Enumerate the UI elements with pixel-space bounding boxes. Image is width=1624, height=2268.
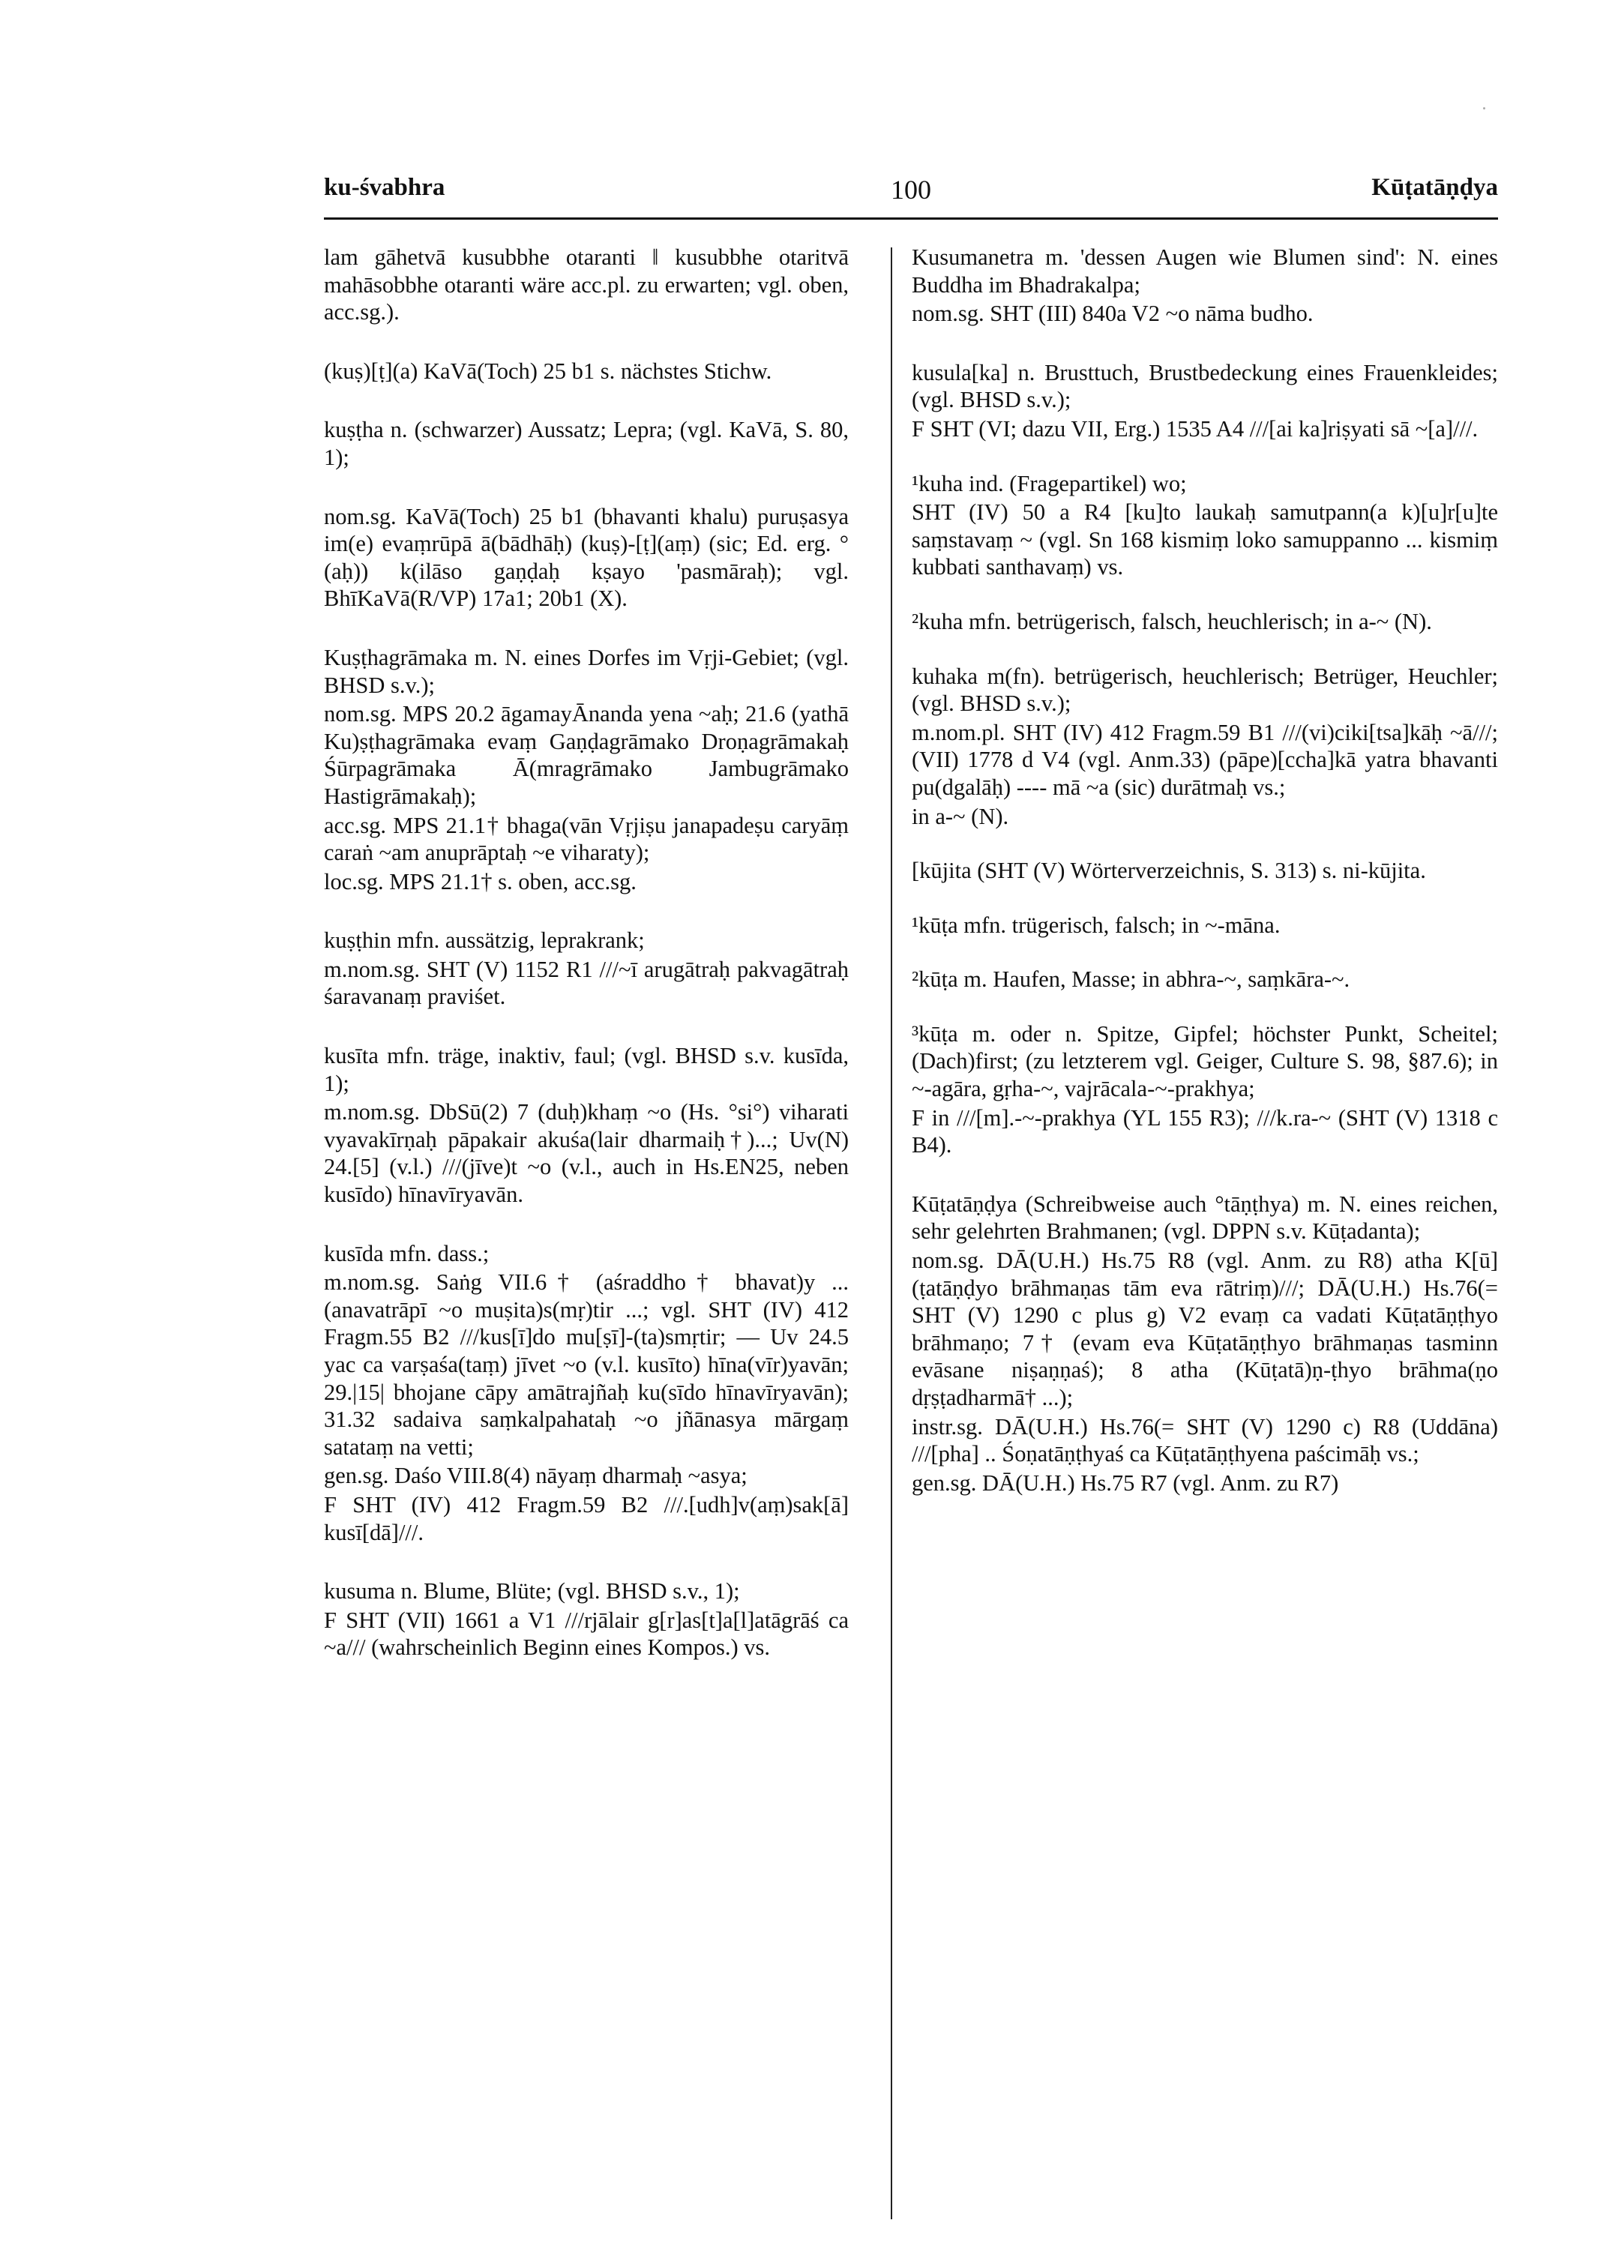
entry-headword: ¹kuha ind. (Fragepartikel) wo; (912, 470, 1187, 496)
entry-text: m.nom.sg. Saṅg VII.6† (aśraddho† bhavat)y ... (anavatrāpī ~o muṣita)s(mṛ)tir ...; vgl. SHT (IV) 412 Fragm.55 B2 ///kus[ī]do mu[ṣī]-(ta)smṛtir; — Uv 24.5 yac ca varṣaśa(taṃ) jīvet ~o (v.l. kusīto) hīna(vīr)yavān; 29.|15| bhojane cāpy amātrajñaḥ ku(sīdo hīnavīryavān); 31.32 sadaiva saṃkalpahataḥ ~o jñānasya mārgaṃ satataṃ na vetti; (324, 1269, 849, 1460)
right-column (912, 244, 1498, 1523)
entry-text: instr.sg. DĀ(U.H.) Hs.76(= SHT (V) 1290 c) R8 (Uddāna) ///[pha] .. Śoṇatāṇṭhyaś ca Kūṭatāṇṭhyena paścimāḥ vs.; (912, 1413, 1498, 1467)
entry-headword: ²kūṭa m. Haufen, Masse; in abhra-~, saṃkāra-~. (912, 966, 1350, 993)
entry-headword: kuṣṭha n. (schwarzer) Aussatz; Lepra; (vgl. KaVā, S. 80, 1); (324, 417, 849, 470)
entry-headword: ¹kūṭa mfn. trügerisch, falsch; in ~-māna. (912, 912, 1281, 938)
entry-text: F SHT (VI; dazu VII, Erg.) 1535 A4 ///[ai ka]riṣyati sā ~[a]///. (912, 415, 1479, 442)
entry-text: lam gāhetvā kusubbhe otaranti ‖ kusubbhe otaritvā mahāsobbhe otaranti wäre acc.pl. zu erwarten; vgl. oben, acc.sg.). (324, 244, 849, 325)
entry-headword: kusīta mfn. träge, inaktiv, faul; (vgl. BHSD s.v. kusīda, 1); (324, 1043, 849, 1096)
entry-headword: kusula[ka] n. Brusttuch, Brustbedeckung eines Frauenkleides; (vgl. BHSD s.v.); (912, 359, 1498, 413)
page-number: 100 (891, 175, 931, 205)
entry-headword: Kūṭatāṇḍya (Schreibweise auch °tāṇṭhya) m. N. eines reichen, sehr gelehrten Brahmanen; (vgl. DPPN s.v. Kūṭadanta); (912, 1191, 1498, 1245)
header-left-catchword: ku-śvabhra (324, 174, 445, 201)
entry-text: nom.sg. SHT (III) 840a V2 ~o nāma budho. (912, 301, 1314, 327)
entry-headword: ³kūṭa m. oder n. Spitze, Gipfel; höchster Punkt, Scheitel; (Dach)first; (zu letzterem vgl. Geiger, Culture S. 98, §87.6); in ~-agāra, gṛha-~, vajrācala-~-prakhya; (912, 1020, 1498, 1102)
entry-text: F SHT (VII) 1661 a V1 ///rjālair g[r]as[t]a[l]atāgrāś ca ~a/// (wahrscheinlich Beginn eines Kompos.) vs. (324, 1607, 849, 1661)
entry-text: loc.sg. MPS 21.1† s. oben, acc.sg. (324, 868, 637, 894)
entry-headword: kusīda mfn. dass.; (324, 1240, 490, 1266)
entry-headword: [kūjita (SHT (V) Wörterverzeichnis, S. 313) s. ni-kūjita. (912, 858, 1426, 884)
entry-text: (kuṣ)[ṭ](a) KaVā(Toch) 25 b1 s. nächstes Stichw. (324, 358, 772, 384)
entry-text: gen.sg. DĀ(U.H.) Hs.75 R7 (vgl. Anm. zu R7) (912, 1470, 1339, 1496)
entry-text: nom.sg. DĀ(U.H.) Hs.75 R8 (vgl. Anm. zu R8) atha K[ū](ṭatāṇḍyo brāhmaṇas tām eva rātriṃ)///; DĀ(U.H.) Hs.76(= SHT (V) 1290 c plus g) V2 evaṃ ca vadati Kūṭatāṇṭhyo brāhmaṇo; 7† (evam eva Kūṭatāṇṭhyo brāhmaṇas tasminn evāsane niṣaṇṇaś); 8 atha (Kūṭatā)ṇ-ṭhyo brāhma(ṇo dṛṣṭadharmā† ...); (912, 1248, 1498, 1410)
entry-text: m.nom.pl. SHT (IV) 412 Fragm.59 B1 ///(vi)ciki[tsa]kāḥ ~ā///; (VII) 1778 d V4 (vgl. Anm.33) (pāpe)[ccha]kā yatra bhavanti pu(dgalāḥ) ---- mā ~a (sic) durātmaḥ vs.; (912, 719, 1498, 800)
entry-headword: kuhaka m(fn). betrügerisch, heuchlerisch; Betrüger, Heuchler; (vgl. BHSD s.v.); (912, 663, 1498, 717)
entry-headword: Kusumanetra m. 'dessen Augen wie Blumen sind': N. eines Buddha im Bhadrakalpa; (912, 244, 1498, 298)
entry-text: SHT (IV) 50 a R4 [ku]to laukaḥ samutpann(a k)[u]r[u]te saṃstavaṃ ~ (vgl. Sn 168 kismiṃ loko samuppanno ... kismiṃ kubbati santhavaṃ) vs. (912, 499, 1498, 580)
header-right-catchword: Kūṭatāṇḍya (1371, 174, 1498, 201)
entry-headword: kuṣṭhin mfn. aussätzig, leprakrank; (324, 927, 645, 954)
entry-text: F SHT (IV) 412 Fragm.59 B2 ///.[udh]v(aṃ)sak[ā] kusī[dā]///. (324, 1491, 849, 1545)
header-rule (324, 217, 1498, 220)
entry-text: in a-~ (N). (912, 803, 1009, 829)
entry-text: m.nom.sg. SHT (V) 1152 R1 ///~ī arugātraḥ pakvagātraḥ śaravanaṃ praviśet. (324, 956, 849, 1010)
column-divider (891, 247, 892, 2219)
scan-speck (1483, 107, 1485, 109)
entry-text: m.nom.sg. DbSū(2) 7 (duḥ)khaṃ ~o (Hs. °si°) viharati vyavakīrṇaḥ pāpakair akuśa(lair dharmaiḥ†)...; Uv(N) 24.[5] (v.l.) ///(jīve)t ~o (v.l., auch in Hs.EN25, neben kusīdo) hīnavīryavān. (324, 1099, 849, 1208)
entry-headword: Kuṣṭhagrāmaka m. N. eines Dorfes im Vṛji-Gebiet; (vgl. BHSD s.v.); (324, 644, 849, 698)
entry-text: nom.sg. MPS 20.2 āgamayĀnanda yena ~aḥ; 21.6 (yathā Ku)ṣṭhagrāmaka evaṃ Gaṇḍagrāmako Droṇagrāmakaḥ Śūrpagrāmaka Ā(mragrāmako Jambugrāmako Hastigrāmakaḥ); (324, 701, 849, 809)
running-header (324, 174, 1498, 211)
entry-text: gen.sg. Daśo VIII.8(4) nāyaṃ dharmaḥ ~asya; (324, 1463, 748, 1489)
entry-headword: ²kuha mfn. betrügerisch, falsch, heuchlerisch; in a-~ (N). (912, 608, 1432, 634)
entry-text: nom.sg. KaVā(Toch) 25 b1 (bhavanti khalu) puruṣasya im(e) evaṃrūpā ā(bādhāḥ) (kuṣ)-[ṭ](aṃ) (sic; Ed. erg. °(aḥ)) k(ilāso gaṇḍaḥ kṣayo 'pasmāraḥ); vgl. BhīKaVā(R/VP) 17a1; 20b1 (X). (324, 503, 849, 612)
entry-headword: kusuma n. Blume, Blüte; (vgl. BHSD s.v., 1); (324, 1578, 740, 1604)
entry-text: F in ///[m].-~-prakhya (YL 155 R3); ///k.ra-~ (SHT (V) 1318 c B4). (912, 1104, 1498, 1158)
entry-text: acc.sg. MPS 21.1† bhaga(vān Vṛjiṣu janapadeṣu caryāṃ caraṅ ~am anuprāptaḥ ~e viharaty); (324, 812, 849, 866)
left-column (324, 244, 849, 1688)
